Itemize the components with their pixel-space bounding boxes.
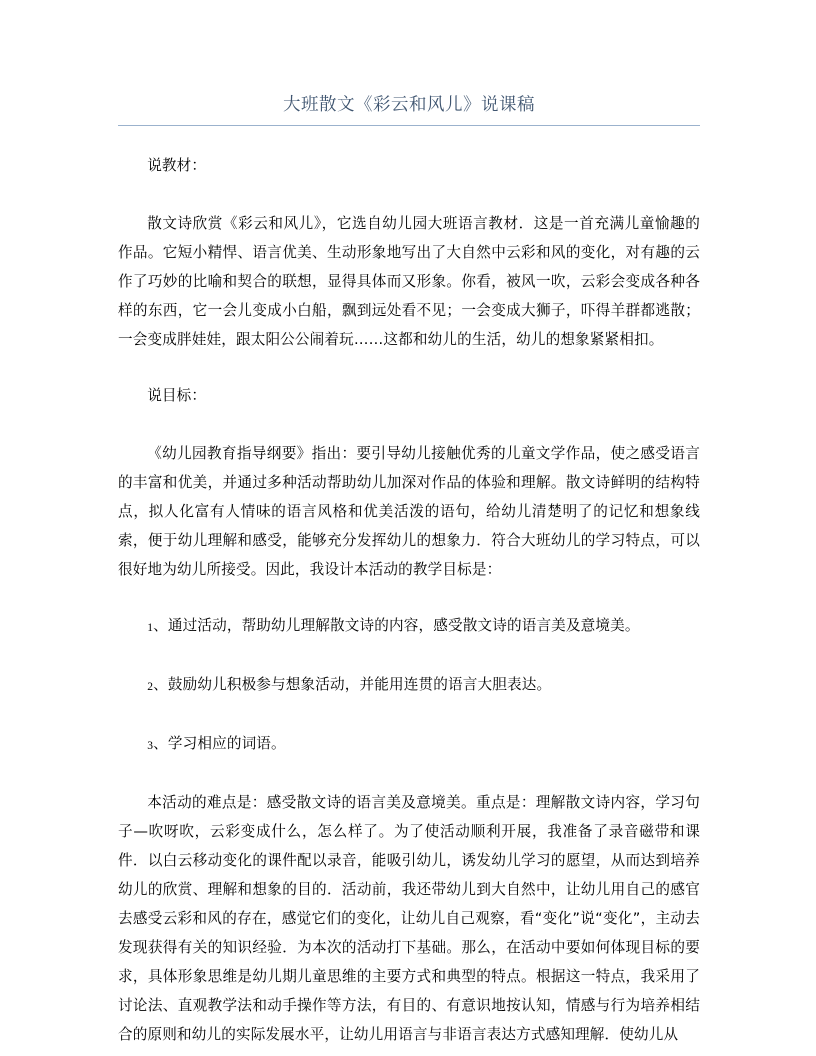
list-item-number: 1 [147,622,154,634]
list-item [118,611,700,643]
paragraph-teaching-material: 散文诗欣赏《彩云和风儿》，它选自幼儿园大班语言教材．这是一首充满儿童愉趣的作品。它短小精悍、语言优美、生动形象地写出了大自然中云彩和风的变化，对有趣的云作了巧妙的比喻和契合的联想，显得具体而又形象。你看，被风一吹，云彩会变成各种各样的东西，它一会儿变成小白船，飘到远处看不见；一会变成大狮子，吓得羊群都逃散；一会变成胖娃娃，跟太阳公公闹着玩……这都和幼儿的生活，幼儿的想象紧紧相扣。 [118,215,700,348]
list-item-number: 2 [147,681,154,693]
paragraph-spacer [118,410,700,439]
paragraph-key-difficulties: 本活动的难点是：感受散文诗的语言美及意境美。重点是：理解散文诗内容，学习句子—吹呀吹，云彩变成什么，怎么样了。为了使活动顺利开展，我准备了录音磁带和课件．以白云移动变化的课件配以录音，能吸引幼儿，诱发幼儿学习的愿望，从而达到培养幼儿的欣赏、理解和想象的目的．活动前，我还带幼儿到大自然中，让幼儿用自己的感官去感受云彩和风的存在，感觉它们的变化，让幼儿自己观察，看“变化”说“变化”，主动去发现获得有关的知识经验．为本次的活动打下基础。那么，在活动中要如何体现目标的要求，具体形象思维是幼儿期儿童思维的主要方式和典型的特点。根据这一特点，我采用了讨论法、直观教学法和动手操作等方法，有目的、有意识地按认知，情感与行为培养相结合的原则和幼儿的实际发展水平，让幼儿用语言与非语言表达方式感知理解．使幼儿从 [118,794,700,1043]
section-spacer [118,354,700,381]
list-item-separator: 、 [153,735,168,752]
document-body [118,92,700,1049]
list-item [118,729,700,761]
section-spacer [118,761,700,788]
list-spacer [118,702,700,729]
paragraph-objectives-intro: 《幼儿园教育指导纲要》指出：要引导幼儿接触优秀的儿童文学作品，使之感受语言的丰富和优美，并通过多种活动帮助幼儿加深对作品的体验和理解。散文诗鲜明的结构特点，拟人化富有人情味的语言风格和优美活泼的语句，给幼儿清楚明了的记忆和想象线索，便于幼儿理解和感受，能够充分发挥幼儿的想象力．符合大班幼儿的学习特点，可以很好地为幼儿所接受。因此，我设计本活动的教学目标是： [118,445,700,578]
title-divider [118,125,700,126]
list-spacer [118,643,700,670]
list-item [118,670,700,702]
list-item-number: 3 [147,740,154,752]
section-heading-teaching-material: 说教材： [147,157,207,174]
list-item-label: 鼓励幼儿积极参与想象活动，并能用连贯的语言大胆表达。 [167,676,552,693]
list-item-separator: 、 [153,617,168,634]
list-item-label: 学习相应的词语。 [167,735,286,752]
paragraph-spacer [118,180,700,209]
list-spacer [118,584,700,611]
section-heading-objectives: 说目标： [147,387,207,404]
list-item-separator: 、 [153,676,168,693]
list-item-label: 通过活动，帮助幼儿理解散文诗的内容，感受散文诗的语言美及意境美。 [167,617,640,634]
page-title: 大班散文《彩云和风儿》说课稿 [283,95,535,115]
